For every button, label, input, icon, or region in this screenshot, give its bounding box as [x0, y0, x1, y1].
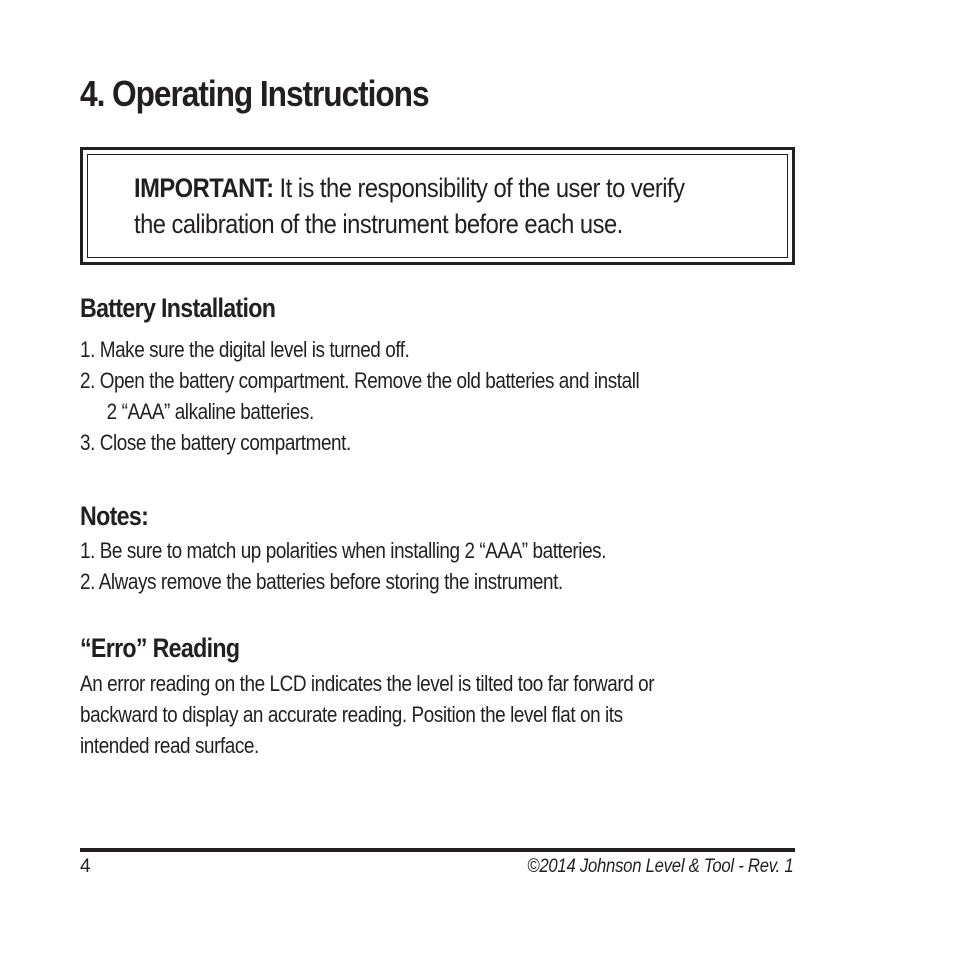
important-label: IMPORTANT: — [134, 173, 274, 203]
page-number: 4 — [80, 856, 91, 877]
erro-line-2: backward to display an accurate reading. Position the level flat on its — [80, 702, 623, 727]
page-title: 4. Operating Instructions — [80, 73, 429, 114]
erro-line-3: intended read surface. — [80, 733, 259, 758]
footer-divider — [80, 848, 795, 852]
erro-line-1: An error reading on the LCD indicates the level is tilted too far forward or — [80, 671, 655, 696]
battery-step-2: 2. Open the battery compartment. Remove the old batteries and install — [80, 368, 640, 393]
important-notice-box — [80, 147, 795, 265]
battery-step-1: 1. Make sure the digital level is turned off. — [80, 337, 410, 362]
erro-reading-paragraph — [80, 668, 794, 761]
important-line1: It is the responsibility of the user to verify — [273, 173, 685, 203]
important-notice-text — [134, 170, 750, 242]
erro-reading-heading: “Erro” Reading — [80, 633, 240, 663]
notes-heading: Notes: — [80, 501, 149, 531]
battery-installation-heading: Battery Installation — [80, 293, 276, 323]
battery-installation-list — [80, 334, 794, 458]
note-2: 2. Always remove the batteries before storing the instrument. — [80, 569, 563, 594]
notes-list — [80, 535, 794, 597]
copyright-notice: ©2014 Johnson Level & Tool - Rev. 1 — [526, 856, 793, 877]
important-line2: the calibration of the instrument before each use. — [134, 209, 623, 239]
battery-step-3: 3. Close the battery compartment. — [80, 430, 351, 455]
battery-step-2-continued: 2 “AAA” alkaline batteries. — [106, 399, 314, 424]
note-1: 1. Be sure to match up polarities when installing 2 “AAA” batteries. — [80, 538, 607, 563]
